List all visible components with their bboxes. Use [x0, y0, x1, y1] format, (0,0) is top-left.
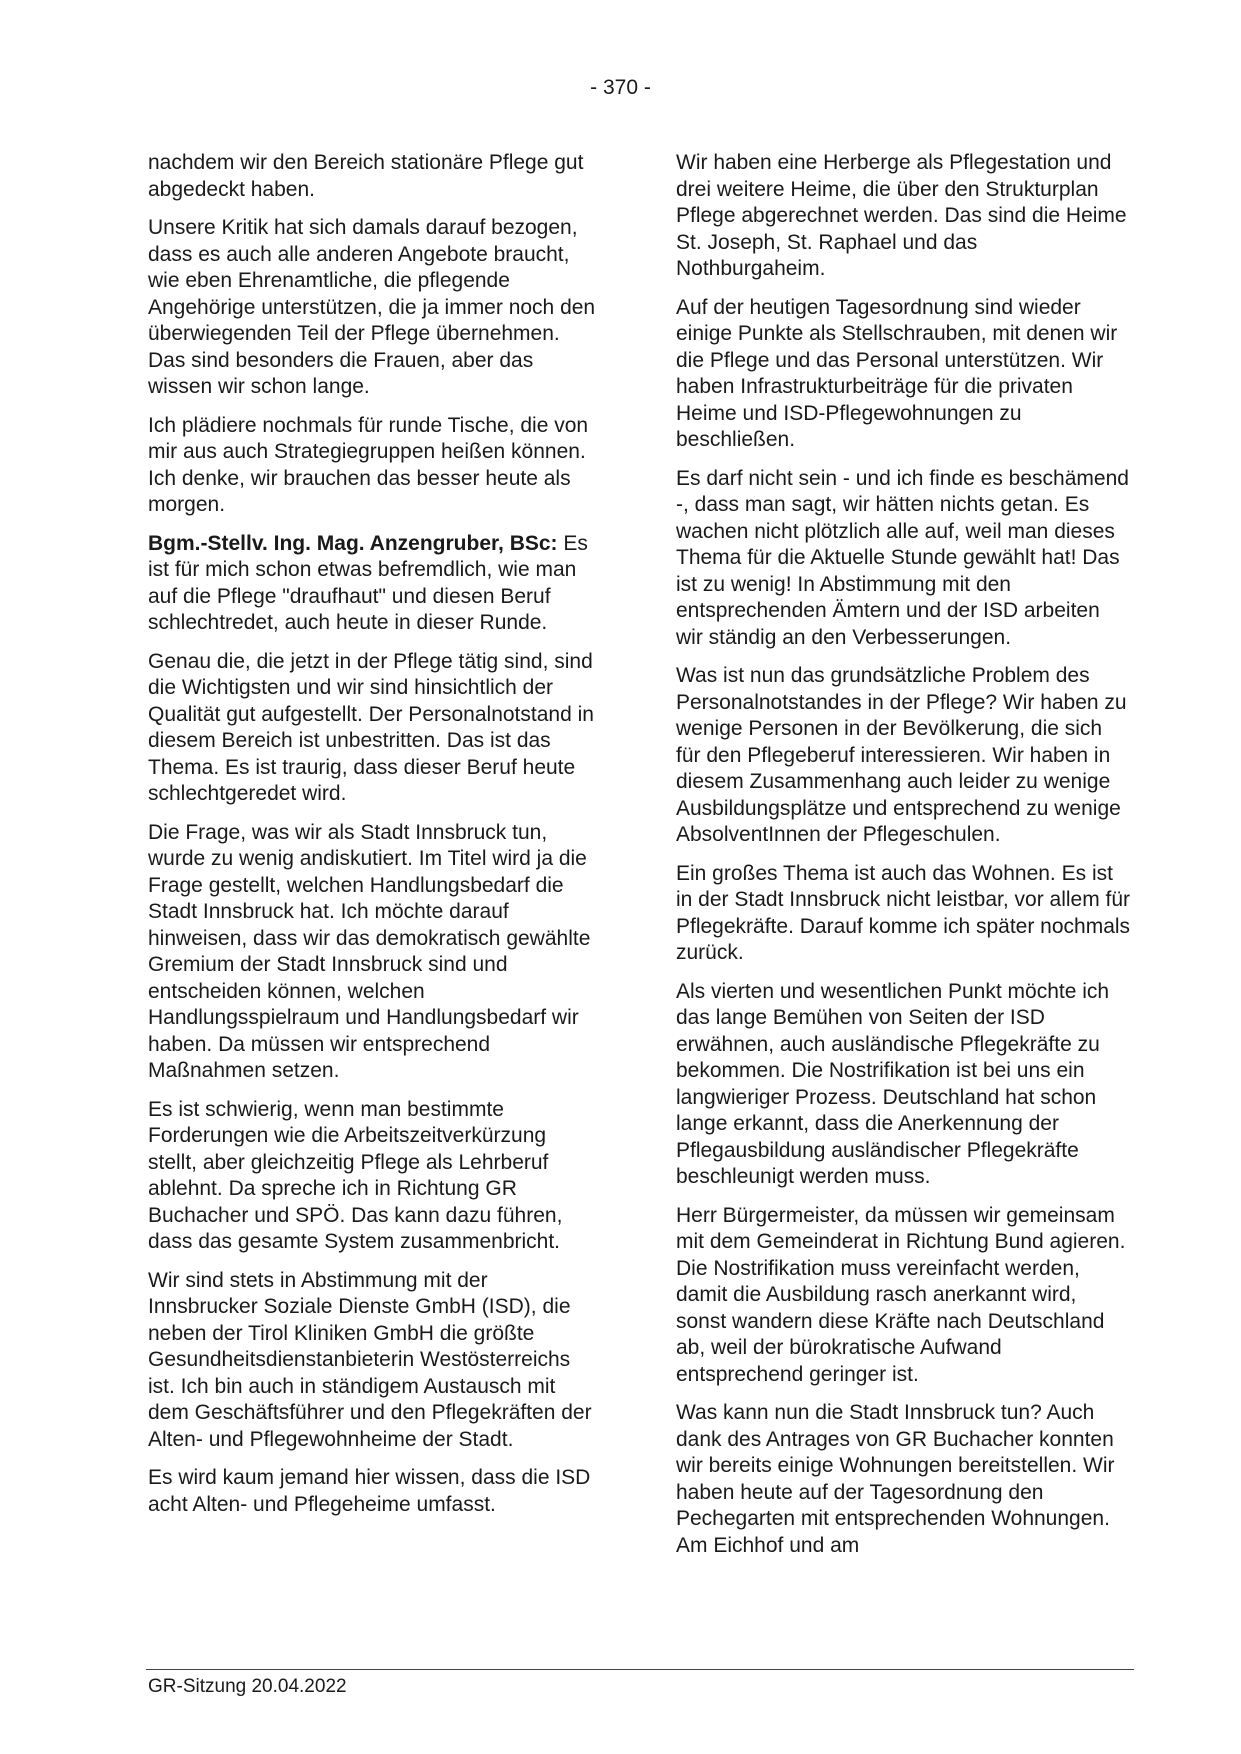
paragraph: Ich plädiere nochmals für runde Tische, die von mir aus auch Strategiegruppen heißen können. Ich denke, wir brauchen das besser heute als morgen. [148, 413, 589, 516]
paragraph: nachdem wir den Bereich stationäre Pflege gut abgedeckt haben. [148, 151, 584, 201]
paragraph: Als vierten und wesentlichen Punkt möchte ich das lange Bemühen von Seiten der ISD erwähnen, auch ausländische Pflegekräfte zu bekommen. Die Nostrifikation ist bei uns ein langwieriger Prozess. Deutschland hat schon lange erkannt, dass die Anerkennung der Pflegausbildung ausländischer Pflegekräfte beschleunigt werden muss. [676, 979, 1110, 1188]
paragraph: Es ist schwierig, wenn man bestimmte Forderungen wie die Arbeitszeitverkürzung stellt, aber gleichzeitig Pflege als Lehrberuf ablehnt. Da spreche ich in Richtung GR Buchacher und SPÖ. Das kann dazu führen, dass das gesamte System zusammenbricht. [148, 1097, 563, 1253]
paragraph: Es darf nicht sein - und ich finde es beschämend -, dass man sagt, wir hätten nichts getan. Es wachen nicht plötzlich alle auf, weil man dieses Thema für die Aktuelle Stunde gewählt hat! Das ist zu wenig! In Abstimmung mit den entsprechenden Ämtern und der ISD arbeiten wir ständig an den Verbesserungen. [676, 466, 1129, 649]
paragraph: Genau die, die jetzt in der Pflege tätig sind, sind die Wichtigsten und wir sind hinsichtlich der Qualität gut aufgestellt. Der Personalnotstand in diesem Bereich ist unbestritten. Das ist das Thema. Es ist traurig, dass dieser Beruf heute schlechtgeredet wird. [148, 649, 594, 805]
left-column [148, 150, 600, 1530]
paragraph: Wir haben eine Herberge als Pflegestation und drei weitere Heime, die über den Strukturplan Pflege abgerechnet werden. Das sind die Heime St. Joseph, St. Raphael und das Nothburgaheim. [676, 151, 1127, 280]
paragraph: Die Frage, was wir als Stadt Innsbruck tun, wurde zu wenig andiskutiert. Im Titel wird ja die Frage gestellt, welchen Handlungsbedarf die Stadt Innsbruck hat. Ich möchte darauf hinweisen, dass wir das demokratisch gewählte Gremium der Stadt Innsbruck sind und entscheiden können, welchen Handlungsspielraum und Handlungsbedarf wir haben. Da müssen wir entsprechend Maßnahmen setzen. [148, 820, 591, 1082]
footer-session-date: GR-Sitzung 20.04.2022 [148, 1676, 347, 1697]
paragraph: Unsere Kritik hat sich damals darauf bezogen, dass es auch alle anderen Angebote braucht, wie eben Ehrenamtliche, die pflegende Angehörige unterstützen, die ja immer noch den überwiegenden Teil der Pflege übernehmen. Das sind besonders die Frauen, aber das wissen wir schon lange. [148, 216, 596, 398]
paragraph: Ein großes Thema ist auch das Wohnen. Es ist in der Stadt Innsbruck nicht leistbar, vor allem für Pflegekräfte. Darauf komme ich später nochmals zurück. [676, 861, 1131, 964]
right-column [676, 150, 1131, 1571]
speaker-name: Bgm.-Stellv. Ing. Mag. Anzengruber, BSc: [148, 531, 558, 555]
paragraph: Was kann nun die Stadt Innsbruck tun? Auch dank des Antrages von GR Buchacher konnten wir bereits einige Wohnungen bereitstellen. Wir haben heute auf der Tagesordnung den Pechegarten mit entsprechenden Wohnungen. Am Eichhof und am [676, 1401, 1115, 1557]
paragraph: Auf der heutigen Tagesordnung sind wieder einige Punkte als Stellschrauben, mit denen wir die Pflege und das Personal unterstützen. Wir haben Infrastrukturbeiträge für die privaten Heime und ISD-Pflegewohnungen zu beschließen. [676, 295, 1118, 451]
paragraph: Was ist nun das grundsätzliche Problem des Personalnotstandes in der Pflege? Wir haben zu wenige Personen in der Bevölkerung, die sich für den Pflegeberuf interessieren. Wir haben in diesem Zusammenhang auch leider zu wenige Ausbildungsplätze und entsprechend zu wenige AbsolventInnen der Pflegeschulen. [676, 664, 1127, 846]
paragraph: Es wird kaum jemand hier wissen, dass die ISD acht Alten- und Pflegeheime umfasst. [148, 1466, 591, 1516]
footer-divider [146, 1669, 1134, 1670]
speaker-paragraph [148, 531, 600, 637]
page-number: - 370 - [590, 76, 651, 99]
paragraph: Wir sind stets in Abstimmung mit der Innsbrucker Soziale Dienste GmbH (ISD), die neben der Tirol Kliniken GmbH die größte Gesundheitsdienstanbieterin Westösterreichs ist. Ich bin auch in ständigem Austausch mit dem Geschäftsführer und den Pflegekräften der Alten- und Pflegewohnheime der Stadt. [148, 1268, 592, 1451]
speech-text: Es ist für mich schon etwas befremdlich, wie man auf die Pflege "draufhaut" und diesen Beruf schlechtredet, auch heute in dieser Runde. [148, 531, 588, 634]
paragraph: Herr Bürgermeister, da müssen wir gemeinsam mit dem Gemeinderat in Richtung Bund agieren. Die Nostrifikation muss vereinfacht werden, damit die Ausbildung rasch anerkannt wird, sonst wandern diese Kräfte nach Deutschland ab, weil der bürokratische Aufwand entsprechend geringer ist. [676, 1203, 1126, 1386]
